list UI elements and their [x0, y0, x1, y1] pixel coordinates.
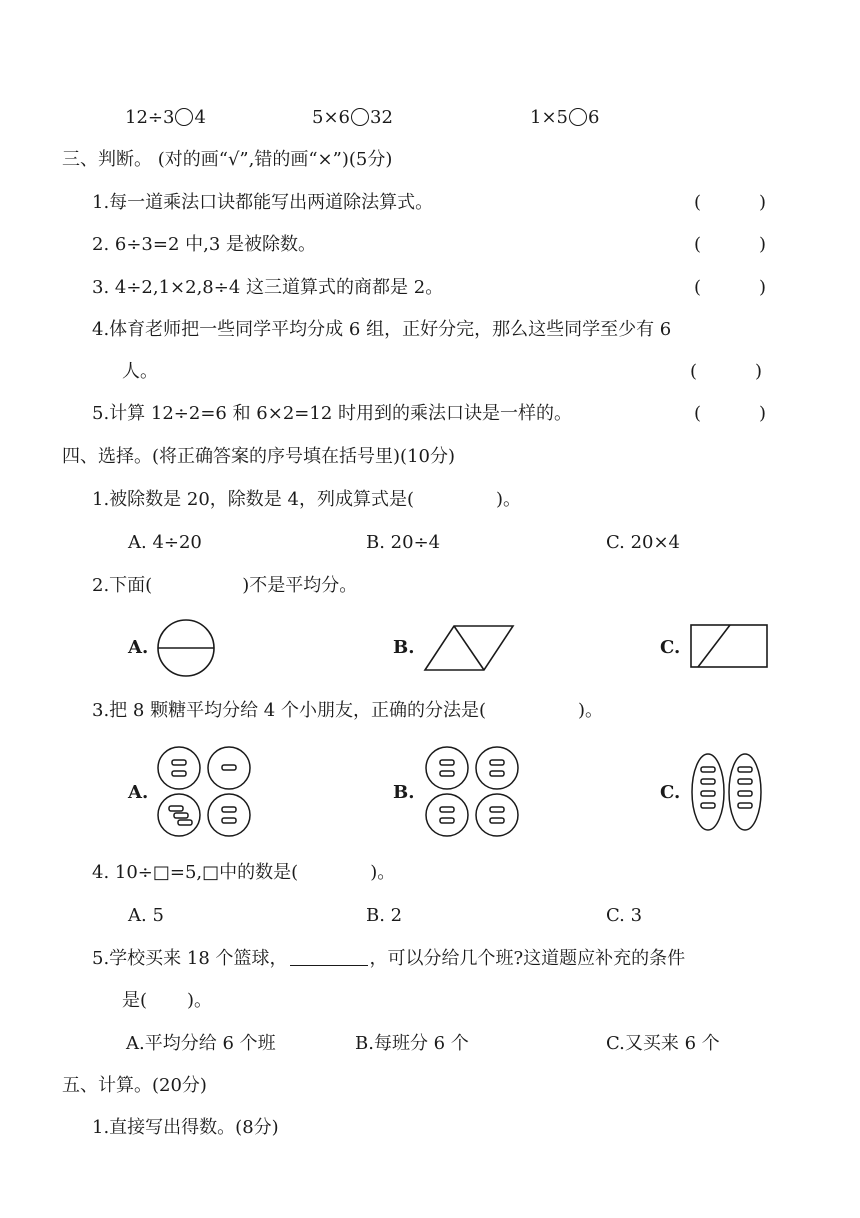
judge-answer-4[interactable] [690, 360, 762, 384]
question-tail: )不是平均分。 [242, 575, 358, 596]
question-text: 5.学校买来 18 个篮球， [92, 948, 288, 969]
question-text: 2.下面( [92, 575, 153, 596]
q4-option-b: B. 2 [366, 905, 403, 926]
question-tail: )。 [578, 700, 604, 721]
judge-item-4-cont: 人。 [122, 361, 158, 382]
q4-option-c: C. 3 [606, 905, 643, 926]
paren-close: ) [759, 403, 767, 424]
compare-right: 4 [194, 107, 206, 128]
choice-q3 [92, 699, 603, 723]
q2-figure-circle [156, 624, 218, 672]
choice-q2 [92, 574, 357, 598]
paren-open: ( [690, 361, 698, 382]
paren-close: ) [759, 277, 767, 298]
judge-answer-5[interactable] [694, 402, 766, 426]
q3-figure-a [156, 746, 254, 838]
compare-left: 5×6 [312, 107, 350, 128]
section5-title: 五、计算。(20分) [62, 1075, 207, 1096]
q4-option-a: A. 5 [128, 905, 164, 926]
q3-figure-b [424, 746, 522, 838]
compare-left: 12÷3 [125, 107, 175, 128]
paren-open: ( [694, 192, 702, 213]
question-text: 1.被除数是 20，除数是 4，列成算式是( [92, 489, 414, 510]
paren-open: ( [694, 403, 702, 424]
q3-figure-c [690, 752, 766, 832]
paren-open: ( [694, 234, 702, 255]
q1-option-a: A. 4÷20 [128, 532, 202, 553]
q2-label-a: A. [128, 637, 149, 658]
compare-item-2 [312, 106, 393, 130]
q1-option-c: C. 20×4 [606, 532, 681, 553]
choice-q4 [92, 861, 395, 885]
judge-answer-1[interactable] [694, 191, 766, 215]
paren-close: ) [755, 361, 763, 382]
q3-label-c: C. [660, 782, 681, 803]
q2-figure-rectangle [690, 624, 770, 670]
section5-q1: 1.直接写出得数。(8分) [92, 1117, 279, 1138]
question-text: 是( [122, 990, 148, 1011]
fill-blank[interactable] [290, 947, 368, 966]
compare-item-3 [530, 106, 599, 130]
q5-option-c: C.又买来 6 个 [606, 1033, 720, 1054]
compare-circle-blank[interactable] [351, 108, 369, 126]
paren-open: ( [694, 277, 702, 298]
judge-item-2: 2. 6÷3=2 中,3 是被除数。 [92, 234, 317, 255]
question-tail: )。 [496, 489, 522, 510]
compare-item-1 [125, 106, 206, 130]
judge-item-3: 3. 4÷2,1×2,8÷4 这三道算式的商都是 2。 [92, 277, 444, 298]
section4-title: 四、选择。(将正确答案的序号填在括号里)(10分) [62, 446, 455, 467]
question-text: 3.把 8 颗糖平均分给 4 个小朋友，正确的分法是( [92, 700, 486, 721]
judge-item-1: 1.每一道乘法口诀都能写出两道除法算式。 [92, 192, 434, 213]
choice-q5-cont [122, 989, 212, 1013]
section3-title: 三、判断。 (对的画“√”,错的画“×”)(5分) [62, 149, 393, 170]
q2-figure-parallelogram [424, 624, 516, 672]
paren-close: ) [759, 234, 767, 255]
paren-close: ) [759, 192, 767, 213]
compare-circle-blank[interactable] [175, 108, 193, 126]
question-text: 4. 10÷□=5,□中的数是( [92, 862, 299, 883]
compare-circle-blank[interactable] [569, 108, 587, 126]
choice-q5 [92, 947, 685, 971]
q3-label-b: B. [393, 782, 415, 803]
q5-option-a: A.平均分给 6 个班 [126, 1033, 276, 1054]
q2-label-c: C. [660, 637, 681, 658]
judge-item-4: 4.体育老师把一些同学平均分成 6 组，正好分完，那么这些同学至少有 6 [92, 319, 672, 340]
compare-right: 32 [370, 107, 393, 128]
judge-answer-3[interactable] [694, 276, 766, 300]
judge-answer-2[interactable] [694, 233, 766, 257]
q2-label-b: B. [393, 637, 415, 658]
judge-item-5: 5.计算 12÷2=6 和 6×2=12 时用到的乘法口诀是一样的。 [92, 403, 573, 424]
question-tail: )。 [187, 990, 213, 1011]
q5-option-b: B.每班分 6 个 [355, 1033, 469, 1054]
question-text-cont: ，可以分给几个班?这道题应补充的条件 [369, 948, 686, 969]
compare-left: 1×5 [530, 107, 568, 128]
choice-q1 [92, 488, 521, 512]
q3-label-a: A. [128, 782, 149, 803]
compare-right: 6 [588, 107, 600, 128]
q1-option-b: B. 20÷4 [366, 532, 441, 553]
question-tail: )。 [370, 862, 396, 883]
